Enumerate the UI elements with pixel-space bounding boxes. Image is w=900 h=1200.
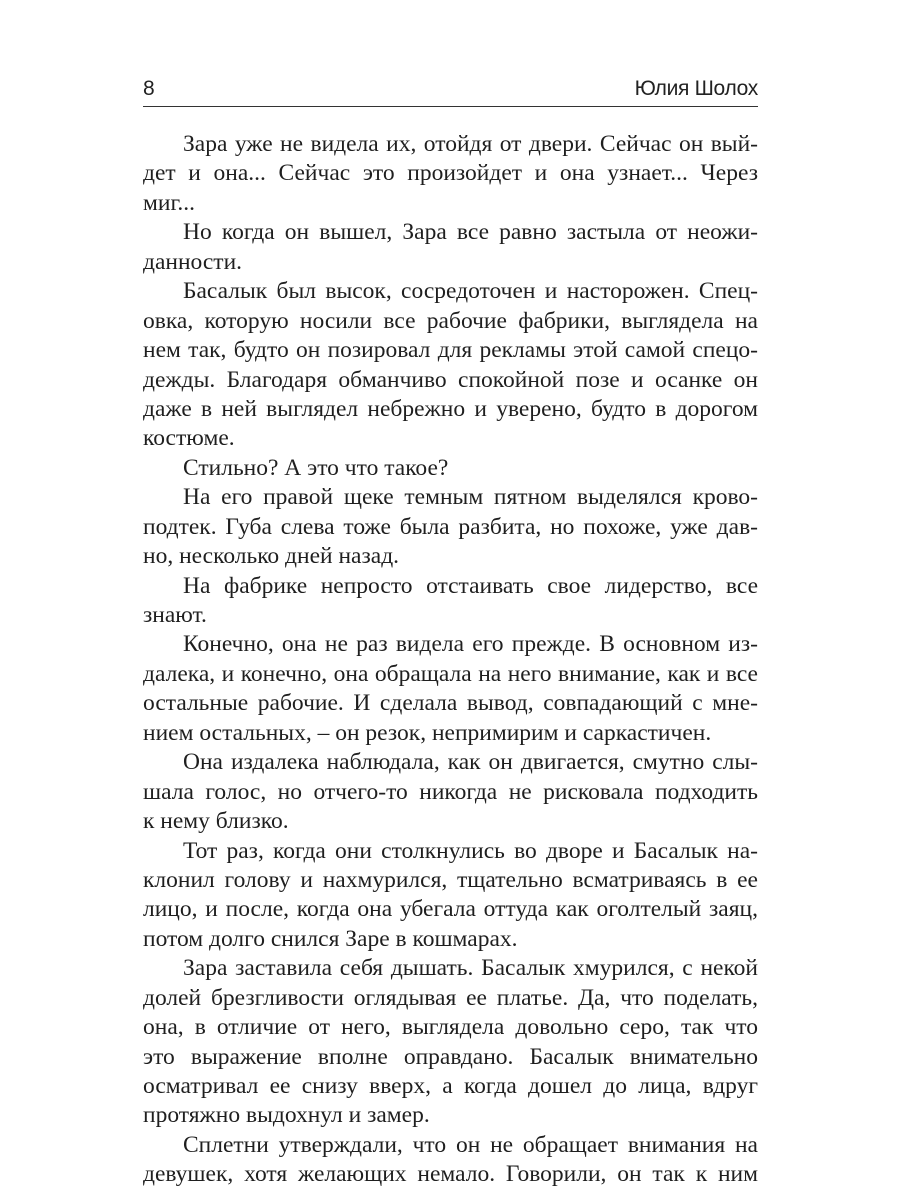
- paragraph: [143, 130, 758, 218]
- text-line: знают.: [143, 602, 207, 628]
- paragraph: [143, 572, 758, 631]
- text-line: но, несколько дней назад.: [143, 543, 400, 570]
- text-line: Басалык был высок, сосредоточен и насторожен. Спец-: [183, 278, 758, 305]
- paragraph: [143, 454, 758, 483]
- text-line: долей брезгливости оглядывая ее платье. Да, что поделать,: [143, 984, 758, 1011]
- text-line: Зара уже не видела их, отойдя от двери. Сейчас он вый-: [183, 131, 758, 157]
- text-line: Тот раз, когда они столкнулись во дворе и Басалык на-: [183, 837, 758, 864]
- text-line: это выражение вполне оправдано. Басалык внимательно: [143, 1043, 758, 1070]
- text-line: к нему близко.: [143, 808, 289, 835]
- text-line: даже в ней выглядел небрежно и уверено, будто в дорогом: [143, 395, 758, 422]
- text-line: Стильно? А это что такое?: [183, 454, 449, 481]
- text-line: Конечно, она не раз видела его прежде. В основном из-: [183, 631, 758, 658]
- paragraph: [143, 218, 758, 277]
- text-line: потом долго снился Заре в кошмарах.: [143, 925, 518, 952]
- text-line: костюме.: [143, 425, 235, 452]
- text-line: остальные рабочие. И сделала вывод, совпадающий с мне-: [143, 690, 758, 717]
- paragraph: [143, 954, 758, 1131]
- text-line: девушек, хотя желающих немало. Говорили, он так к ним: [143, 1161, 758, 1188]
- text-line: данности.: [143, 248, 243, 275]
- text-line: нием остальных, – он резок, непримирим и саркастичен.: [143, 719, 712, 746]
- text-line: дет и она... Сейчас это произойдет и она узнает... Через: [143, 160, 758, 187]
- running-header: [143, 74, 758, 107]
- text-line: дежды. Благодаря обманчиво спокойной позе и осанке он: [143, 366, 758, 393]
- paragraph: [143, 630, 758, 748]
- text-line: Сплетни утверждали, что он не обращает внимания на: [183, 1131, 758, 1158]
- text-line: подтек. Губа слева тоже была разбита, но похоже, уже дав-: [143, 513, 758, 540]
- text-line: овка, которую носили все рабочие фабрики, выглядела на: [143, 307, 758, 334]
- text-line: шала голос, но отчего-то никогда не рисковала подходить: [143, 778, 758, 805]
- text-line: На фабрике непросто отстаивать свое лидерство, все: [183, 572, 758, 599]
- paragraph: [143, 1131, 758, 1190]
- paragraph: [143, 483, 758, 571]
- text-line: Зара заставила себя дышать. Басалык хмурился, с некой: [183, 955, 758, 982]
- body-text: [143, 130, 758, 1190]
- text-line: клонил голову и нахмурился, тщательно всматриваясь в ее: [143, 866, 758, 893]
- paragraph: [143, 837, 758, 955]
- text-line: она, в отличие от него, выглядела довольно серо, так что: [143, 1014, 758, 1041]
- text-line: протяжно выдохнул и замер.: [143, 1102, 430, 1129]
- text-line: далека, и конечно, она обращала на него внимание, как и все: [143, 660, 758, 687]
- text-line: нем так, будто он позировал для рекламы этой самой спецо-: [143, 337, 758, 364]
- text-line: осматривал ее снизу вверх, а когда дошел до лица, вдруг: [143, 1073, 758, 1099]
- text-line: Она издалека наблюдала, как он двигается, смутно слы-: [183, 749, 758, 776]
- author-name: Юлия Шолох: [634, 77, 758, 100]
- text-line: миг...: [143, 189, 196, 216]
- page-number: 8: [143, 77, 155, 100]
- paragraph: [143, 748, 758, 836]
- text-line: Но когда он вышел, Зара все равно застыла от неожи-: [183, 219, 758, 246]
- paragraph: [143, 277, 758, 454]
- text-line: лицо, и после, когда она убегала оттуда как оголтелый заяц,: [143, 896, 758, 923]
- text-line: На его правой щеке темным пятном выделялся крово-: [183, 484, 758, 511]
